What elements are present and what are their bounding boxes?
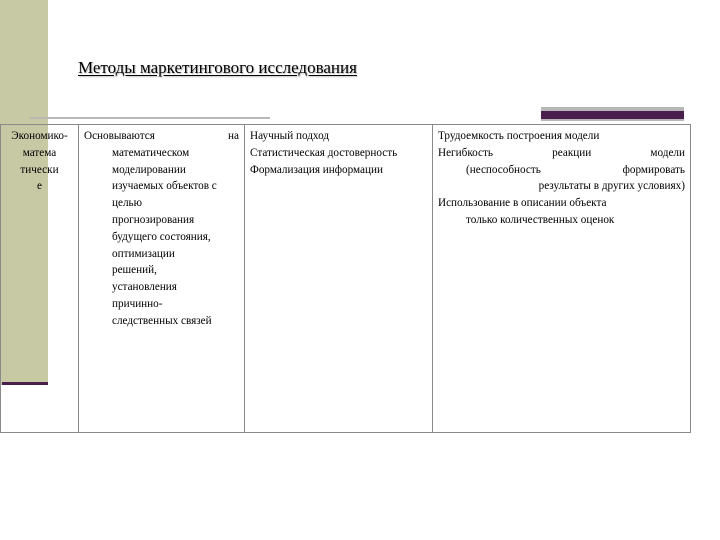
table-row — [1, 125, 691, 433]
method-name-cell: Экономико- матема тически е — [1, 125, 79, 433]
method-description-cell — [79, 125, 245, 433]
disadvantage-line: только количественных оценок — [466, 213, 615, 226]
description-first-line: Основываются на — [84, 130, 239, 142]
disadvantage-line: Использование в описании объекта — [438, 197, 607, 210]
disadvantage-line: (неспособность формировать — [466, 163, 685, 176]
disadvantages-cell — [433, 125, 691, 433]
title-rule-right — [541, 119, 684, 121]
methods-table — [0, 124, 691, 433]
disadvantage-line: Негибкость реакции модели — [438, 146, 685, 159]
title-rule-right-accent — [541, 111, 684, 119]
disadvantage-line: результаты в других условиях) — [538, 180, 685, 193]
advantages-cell: Научный подход Статистическая достоверность Формализация информации — [245, 125, 433, 433]
description-text: математическом моделировании изучаемых объектов с целью прогнозирования будущего состояния, оптимизации решений, установления причинно- следственных связей — [112, 146, 217, 327]
disadvantage-line: Трудоемкость построения модели — [438, 130, 600, 142]
slide-title: Методы маркетингового исследования — [78, 58, 357, 77]
title-rule-left — [30, 117, 270, 119]
